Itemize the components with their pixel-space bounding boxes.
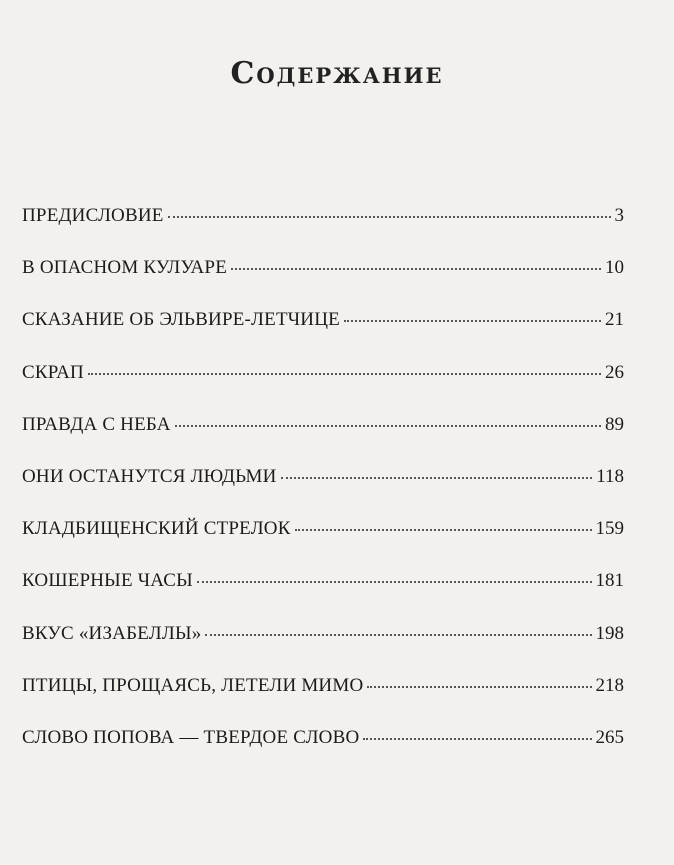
page-title: Содержание [230, 56, 444, 91]
toc-entry-label: В ОПАСНОМ КУЛУАРЕ [22, 257, 228, 279]
toc-entry [22, 623, 624, 675]
dot-leader [344, 319, 601, 322]
toc-entry-page: 118 [596, 465, 624, 487]
toc-entry-label: ПРАВДА С НЕБА [22, 413, 171, 435]
toc-entry-page: 10 [605, 257, 624, 279]
toc-entry-label: КОШЕРНЫЕ ЧАСЫ [22, 570, 193, 592]
toc-entry-page: 26 [605, 361, 624, 383]
toc-entry [22, 309, 624, 361]
toc-entry-page: 198 [595, 622, 624, 644]
dot-leader [295, 528, 592, 531]
toc-entry [22, 414, 624, 466]
toc-entry-page: 218 [595, 674, 624, 696]
toc-entry [22, 362, 624, 414]
dot-leader [197, 580, 592, 583]
dot-leader [175, 424, 601, 427]
toc-entry [22, 675, 624, 727]
toc-entry-label: СЛОВО ПОПОВА — ТВЕРДОЕ СЛОВО [22, 726, 360, 748]
dot-leader [367, 685, 591, 688]
toc-entry-label: КЛАДБИЩЕНСКИЙ СТРЕЛОК [22, 518, 291, 540]
toc-entry-page: 89 [605, 413, 624, 435]
dot-leader [168, 215, 611, 218]
toc-entry-label: ПРЕДИСЛОВИЕ [22, 205, 164, 226]
toc-entry-label: СКАЗАНИЕ ОБ ЭЛЬВИРЕ-ЛЕТЧИЦЕ [22, 309, 340, 331]
dot-leader [363, 737, 591, 740]
toc-entry [22, 205, 624, 257]
toc-entry-page: 3 [614, 205, 624, 226]
dot-leader [281, 476, 593, 479]
toc-entry [22, 570, 624, 622]
toc-entry-page: 159 [595, 518, 624, 540]
dot-leader [88, 372, 601, 375]
dot-leader [231, 267, 601, 270]
table-of-contents [22, 205, 624, 779]
toc-entry-label: ОНИ ОСТАНУТСЯ ЛЮДЬМИ [22, 465, 277, 487]
toc-entry [22, 518, 624, 570]
toc-entry-page: 21 [605, 309, 624, 331]
toc-entry [22, 727, 624, 779]
toc-entry-page: 181 [595, 570, 624, 592]
dot-leader [205, 633, 591, 636]
toc-entry-page: 265 [595, 726, 624, 748]
toc-entry-label: ВКУС «ИЗАБЕЛЛЫ» [22, 622, 202, 644]
toc-entry-label: ПТИЦЫ, ПРОЩАЯСЬ, ЛЕТЕЛИ МИМО [22, 674, 364, 696]
toc-entry [22, 466, 624, 518]
toc-entry [22, 257, 624, 309]
toc-entry-label: СКРАП [22, 361, 84, 383]
